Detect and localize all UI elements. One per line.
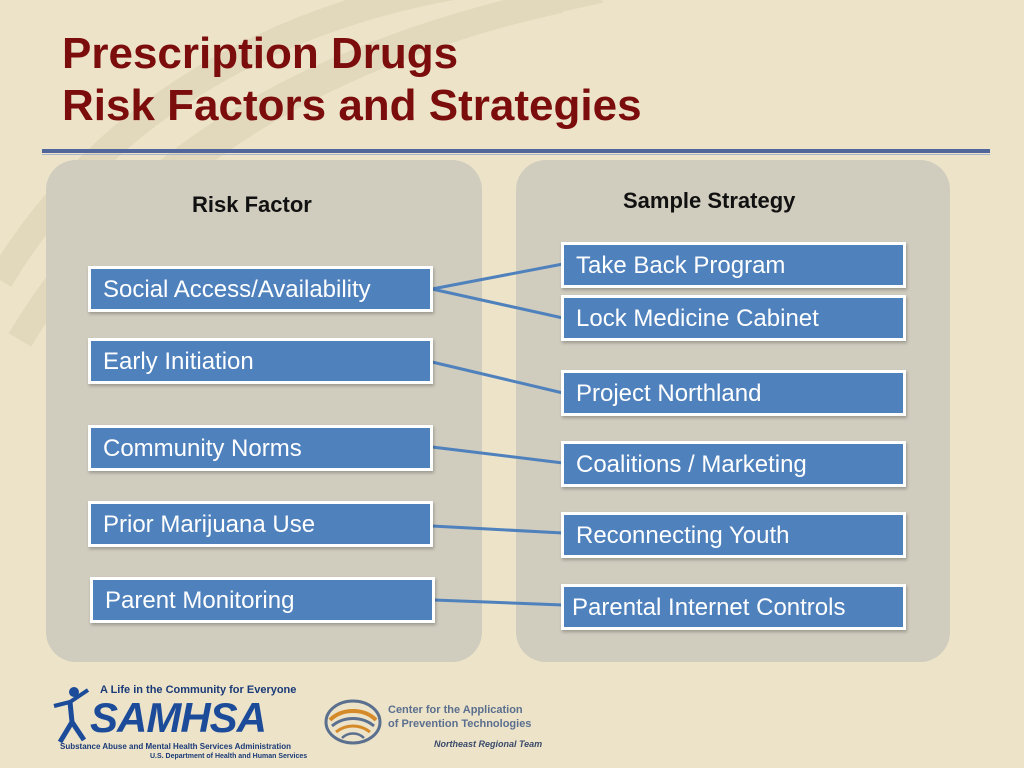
title-line-1: Prescription Drugs	[62, 29, 459, 78]
samhsa-figure-icon	[50, 684, 92, 748]
connector-social-lock	[432, 289, 563, 318]
capt-team-label: Northeast Regional Team	[434, 739, 543, 749]
samhsa-tagline: A Life in the Community for Everyone	[100, 684, 297, 696]
capt-name-line-1: Center for the Application	[388, 704, 523, 716]
strategy-box: Lock Medicine Cabinet	[561, 295, 906, 341]
connector-marijuana-reconnecting	[432, 526, 563, 533]
capt-name-line-2: of Prevention Technologies	[388, 718, 532, 730]
capt-logo-icon	[324, 698, 382, 746]
strategy-box: Reconnecting Youth	[561, 512, 906, 558]
connector-early-northland	[432, 362, 563, 393]
risk-factor-box: Parent Monitoring	[90, 577, 435, 623]
samhsa-department: U.S. Department of Health and Human Services	[150, 753, 308, 760]
sample-strategy-header: Sample Strategy	[623, 188, 796, 213]
risk-factor-box: Social Access/Availability	[88, 266, 433, 312]
connector-norms-coalitions	[432, 447, 563, 463]
connector-monitoring-internet	[434, 600, 563, 605]
connector-social-takeback	[432, 264, 563, 289]
strategy-box: Project Northland	[561, 370, 906, 416]
risk-factor-box: Early Initiation	[88, 338, 433, 384]
risk-factor-box: Community Norms	[88, 425, 433, 471]
samhsa-logo-text: SAMHSA	[90, 694, 267, 741]
samhsa-full-name: Substance Abuse and Mental Health Services Administration	[60, 742, 292, 751]
title-line-2: Risk Factors and Strategies	[62, 81, 642, 130]
strategy-box: Coalitions / Marketing	[561, 441, 906, 487]
risk-factor-box: Prior Marijuana Use	[88, 501, 433, 547]
risk-factor-header: Risk Factor	[192, 192, 312, 217]
strategy-box: Take Back Program	[561, 242, 906, 288]
strategy-box: Parental Internet Controls	[561, 584, 906, 630]
